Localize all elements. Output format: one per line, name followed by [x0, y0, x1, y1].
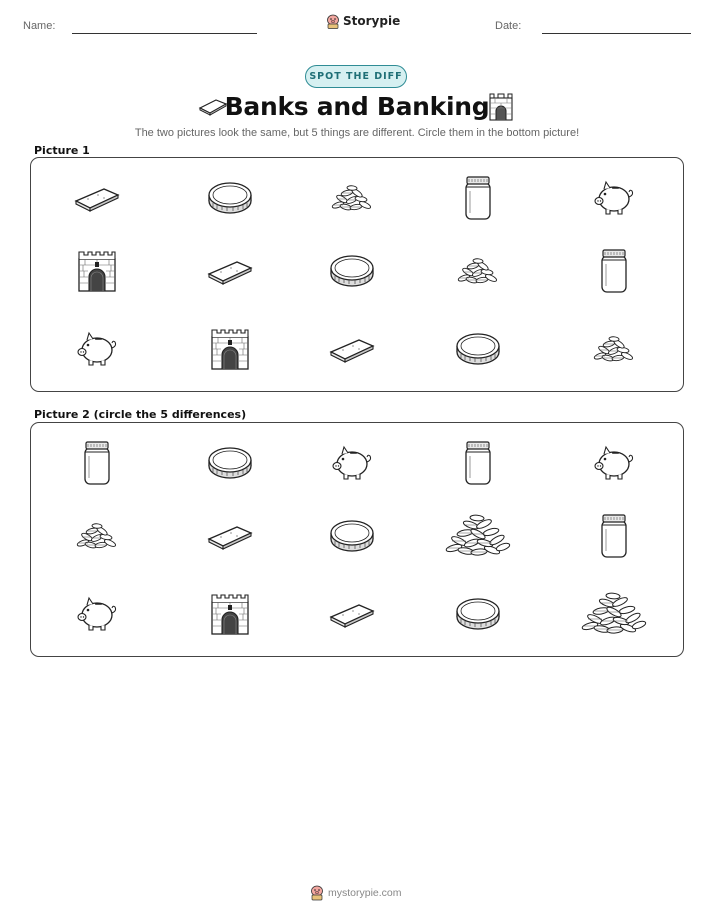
seeds-pile-icon [456, 256, 500, 286]
brand-name: Storypie [343, 14, 401, 28]
gold-bar-icon [329, 335, 375, 363]
footer-url: mystorypie.com [328, 887, 402, 899]
name-label: Name: [23, 20, 56, 32]
large-seeds-pile-icon[interactable] [446, 514, 510, 558]
coin-icon[interactable] [207, 444, 253, 482]
seeds-pile-icon[interactable] [75, 521, 119, 551]
jar-icon[interactable] [597, 513, 631, 559]
gold-bar-icon[interactable] [207, 522, 253, 550]
picture-2-panel[interactable] [30, 422, 684, 657]
name-field[interactable] [72, 33, 257, 34]
seeds-pile-icon [330, 183, 374, 213]
gold-bar-icon [74, 184, 120, 212]
picture-2-label: Picture 2 (circle the 5 differences) [34, 408, 247, 421]
jar-icon [461, 175, 495, 221]
coin-icon [455, 330, 501, 368]
coin-icon[interactable] [329, 517, 375, 555]
jar-icon[interactable] [461, 440, 495, 486]
instructions: The two pictures look the same, but 5 things are different. Circle them in the bottom picture! [134, 127, 580, 139]
page-title: Banks and Banking [224, 92, 490, 121]
piggy-bank-icon[interactable] [328, 444, 376, 482]
picture-1-label: Picture 1 [34, 144, 90, 157]
gold-bar-icon [207, 257, 253, 285]
pig-mascot-icon [326, 13, 340, 29]
gold-bar-icon[interactable] [329, 600, 375, 628]
jar-icon [597, 248, 631, 294]
castle-icon [76, 249, 118, 293]
large-seeds-pile-icon[interactable] [582, 592, 646, 636]
castle-icon [209, 327, 251, 371]
coin-icon [329, 252, 375, 290]
brand-logo [326, 13, 400, 29]
coin-icon[interactable] [455, 595, 501, 633]
footer [310, 884, 402, 902]
seeds-pile-icon [592, 334, 636, 364]
coin-icon [207, 179, 253, 217]
piggy-bank-icon [590, 179, 638, 217]
date-field[interactable] [542, 33, 691, 34]
activity-badge: SPOT THE DIFF [305, 65, 407, 88]
castle-icon [487, 92, 515, 126]
piggy-bank-icon[interactable] [590, 444, 638, 482]
date-label: Date: [495, 20, 522, 32]
picture-1-panel [30, 157, 684, 392]
castle-icon[interactable] [209, 592, 251, 636]
pig-mascot-icon [310, 884, 324, 902]
piggy-bank-icon [73, 330, 121, 368]
piggy-bank-icon[interactable] [73, 595, 121, 633]
jar-icon[interactable] [80, 440, 114, 486]
